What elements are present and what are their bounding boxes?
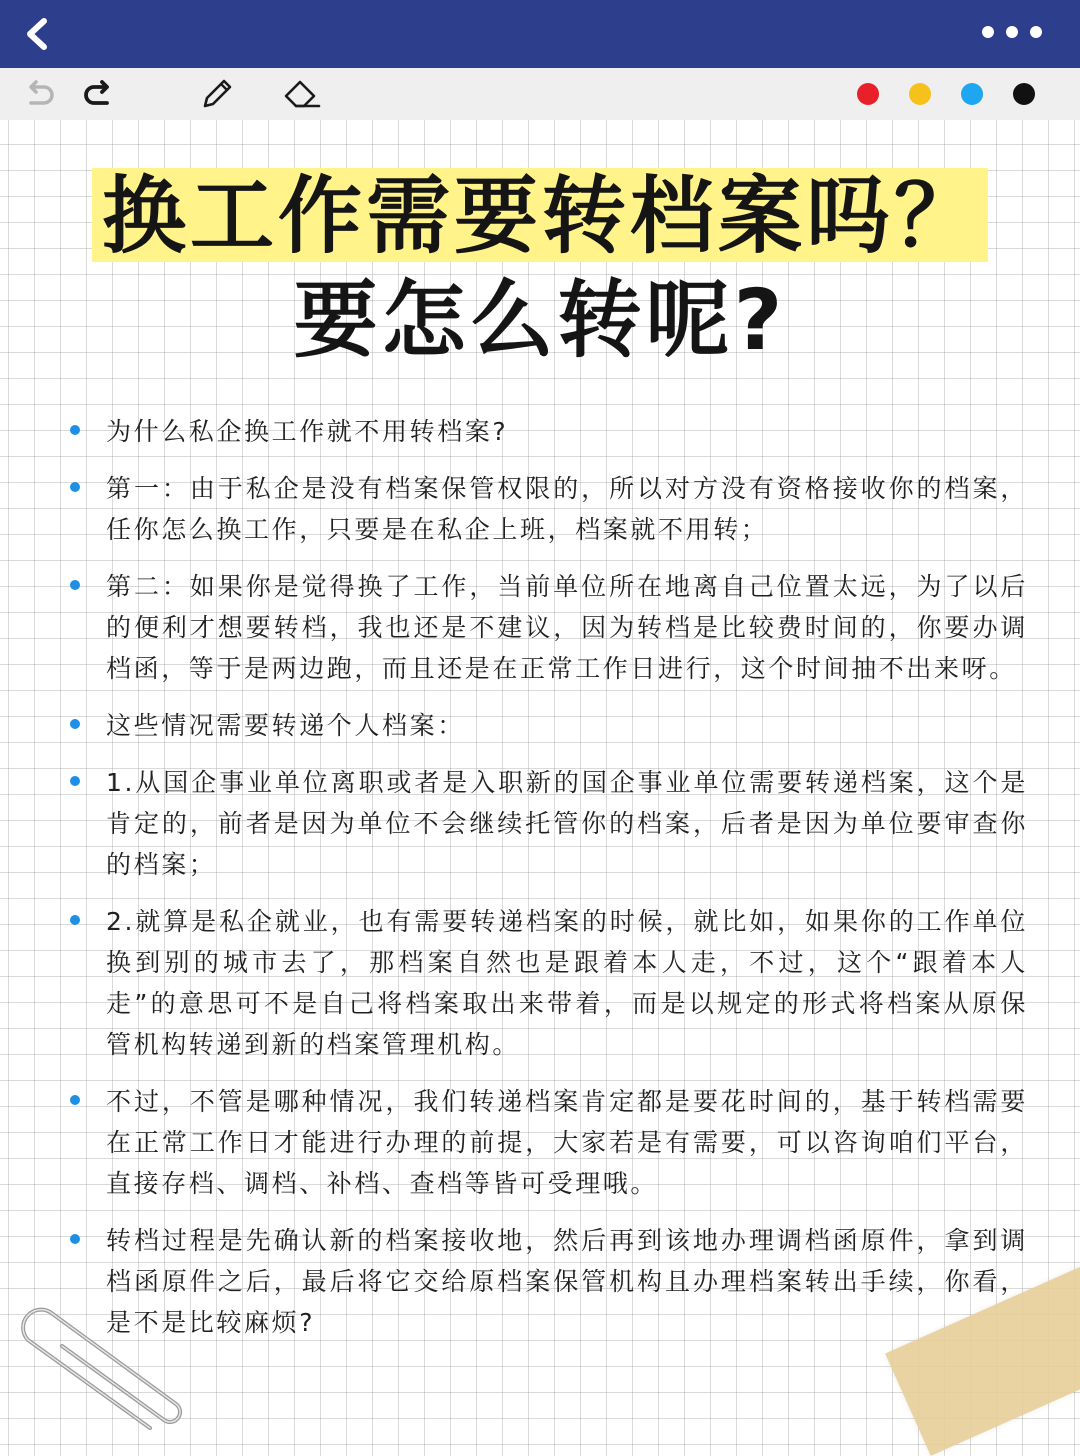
- bullet-dot: [70, 425, 80, 435]
- list-item-text: 转档过程是先确认新的档案接收地，然后再到该地办理调档函原件，拿到调档函原件之后，最后将它交给原档案保管机构且办理档案转出手续，你看，是不是比较麻烦?: [106, 1226, 1028, 1337]
- list-item-text: 1.从国企事业单位离职或者是入职新的国企事业单位需要转递档案，这个是肯定的，前者是因为单位不会继续托管你的档案，后者是因为单位要审查你的档案；: [106, 768, 1028, 879]
- eraser-tool-button[interactable]: [282, 76, 318, 112]
- chevron-left-icon: [20, 16, 56, 52]
- bullet-dot: [70, 776, 80, 786]
- redo-button[interactable]: [80, 76, 116, 112]
- list-item: [68, 468, 1028, 550]
- list-item: [68, 566, 1028, 689]
- list-item-text: 不过，不管是哪种情况，我们转递档案肯定都是要花时间的，基于转档需要在正常工作日才能进行办理的前提，大家若是有需要，可以咨询咱们平台，直接存档、调档、补档、查档等皆可受理哦。: [106, 1087, 1028, 1198]
- list-item: [68, 705, 1028, 746]
- page-title-line1: 换工作需要转档案吗？: [92, 168, 988, 262]
- note-content: [68, 411, 1028, 1359]
- pen-tool-button[interactable]: [198, 76, 234, 112]
- color-blue-swatch[interactable]: [961, 83, 983, 105]
- list-item-text: 第二：如果你是觉得换了工作，当前单位所在地离自己位置太远，为了以后的便利才想要转档，我也还是不建议，因为转档是比较费时间的，你要办调档函，等于是两边跑，而且还是在正常工作日进行，这个时间抽不出来呀。: [106, 572, 1028, 683]
- bullet-dot: [70, 1095, 80, 1105]
- top-app-bar: [0, 0, 1080, 68]
- back-button[interactable]: [20, 16, 56, 52]
- bullet-dot: [70, 719, 80, 729]
- title-block: [0, 167, 1080, 369]
- bullet-dot: [70, 580, 80, 590]
- more-dot: [1006, 26, 1018, 38]
- list-item-text: 这些情况需要转递个人档案：: [106, 711, 465, 740]
- list-item: [68, 1220, 1028, 1343]
- list-item: [68, 1081, 1028, 1204]
- undo-button[interactable]: [22, 76, 58, 112]
- list-item: [68, 901, 1028, 1065]
- pencil-icon: [198, 76, 234, 112]
- more-dot: [982, 26, 994, 38]
- list-item-text: 2.就算是私企就业，也有需要转递档案的时候，就比如，如果你的工作单位换到别的城市去了，那档案自然也是跟着本人走，不过，这个“跟着本人走”的意思可不是自己将档案取出来带着，而是以规定的形式将档案从原保管机构转递到新的档案管理机构。: [106, 907, 1028, 1059]
- page-title-line2: 要怎么转呢?: [293, 271, 787, 369]
- color-black-swatch[interactable]: [1013, 83, 1035, 105]
- paperclip-icon: [0, 1300, 200, 1440]
- redo-icon: [80, 76, 116, 112]
- more-dot: [1030, 26, 1042, 38]
- color-yellow-swatch[interactable]: [909, 83, 931, 105]
- bullet-dot: [70, 1234, 80, 1244]
- bullet-dot: [70, 915, 80, 925]
- undo-icon: [22, 76, 58, 112]
- list-item-text: 为什么私企换工作就不用转档案?: [106, 417, 509, 446]
- list-item-text: 第一：由于私企是没有档案保管权限的，所以对方没有资格接收你的档案，任你怎么换工作，只要是在私企上班，档案就不用转；: [106, 474, 1028, 544]
- eraser-icon: [282, 76, 322, 112]
- list-item: [68, 411, 1028, 452]
- more-options-button[interactable]: [982, 26, 1042, 38]
- color-red-swatch[interactable]: [857, 83, 879, 105]
- list-item: [68, 762, 1028, 885]
- bullet-dot: [70, 482, 80, 492]
